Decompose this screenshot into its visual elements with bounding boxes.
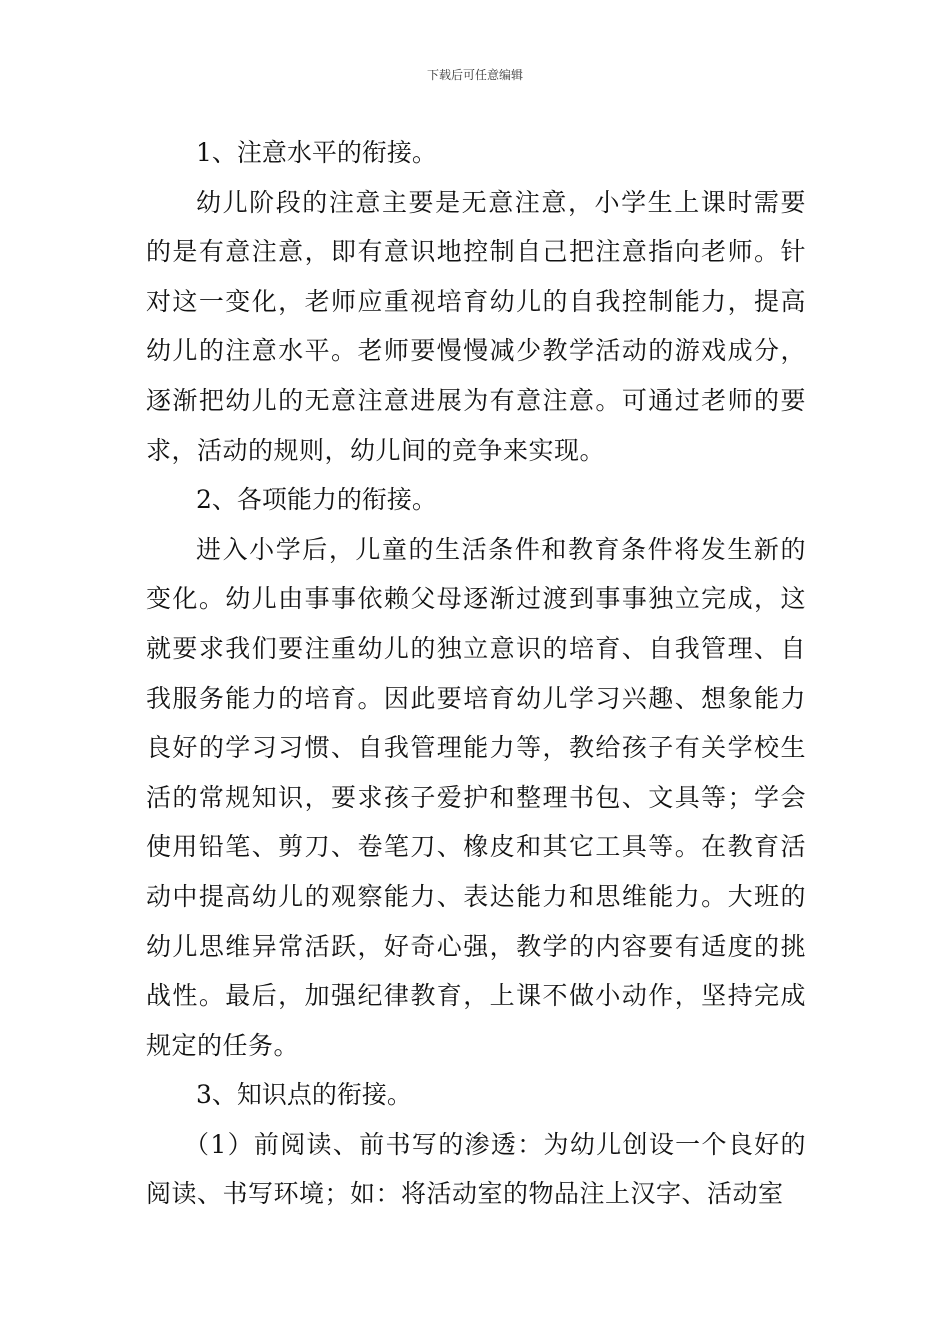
- page-header-note: 下载后可任意编辑: [426, 68, 523, 82]
- document-body: [146, 128, 806, 1219]
- section-heading-3: 3、知识点的衔接。: [196, 1080, 412, 1110]
- section-heading-2: 2、各项能力的衔接。: [196, 485, 437, 515]
- paragraph-knowledge: （1）前阅读、前书写的渗透：为幼儿创设一个良好的阅读、书写环境；如：将活动室的物品注上汉字、活动室: [146, 1129, 806, 1209]
- paragraph-abilities: 进入小学后，儿童的生活条件和教育条件将发生新的变化。幼儿由事事依赖父母逐渐过渡到事事独立完成，这就要求我们要注重幼儿的独立意识的培育、自我管理、自我服务能力的培育。因此要培育幼儿学习兴趣、想象能力良好的学习习惯、自我管理能力等，教给孩子有关学校生活的常规知识，要求孩子爱护和整理书包、文具等；学会使用铅笔、剪刀、卷笔刀、橡皮和其它工具等。在教育活动中提高幼儿的观察能力、表达能力和思维能力。大班的幼儿思维异常活跃，好奇心强，教学的内容要有适度的挑战性。最后，加强纪律教育，上课不做小动作，坚持完成规定的任务。: [146, 534, 806, 1060]
- section-heading-1: 1、注意水平的衔接。: [196, 138, 437, 167]
- paragraph-attention: 幼儿阶段的注意主要是无意注意，小学生上课时需要的是有意注意，即有意识地控制自己把注意指向老师。针对这一变化，老师应重视培育幼儿的自我控制能力，提高幼儿的注意水平。老师要慢慢减少教学活动的游戏成分，逐渐把幼儿的无意注意进展为有意注意。可通过老师的要求，活动的规则，幼儿间的竞争来实现。: [146, 187, 806, 465]
